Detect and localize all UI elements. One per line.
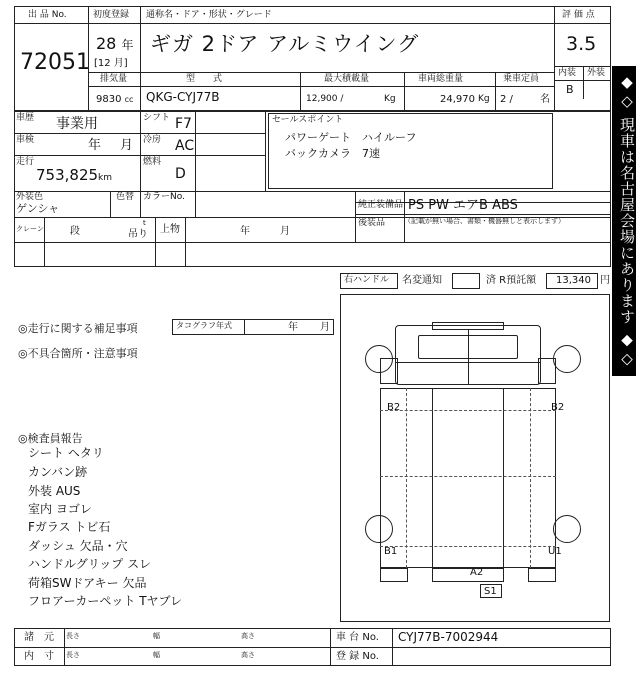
inspection-label: 車検	[16, 135, 35, 145]
sales-point-1: パワーゲート ハイルーフ	[285, 131, 417, 144]
first-reg-year: 28 年	[96, 34, 134, 53]
dims-width-label: 幅	[153, 632, 160, 640]
name-change-box	[452, 273, 480, 289]
inspection-month-unit: 月	[120, 138, 134, 153]
ext-color-value: ゲンシャ	[16, 202, 60, 215]
handle-label: 右ハンドル	[344, 275, 390, 285]
model-name-label: 通称名・ドア・形状・グレード	[146, 10, 272, 20]
tachograph-month: 月	[320, 322, 330, 333]
ac-label: 冷房	[143, 135, 162, 145]
mark-u1: U1	[548, 546, 562, 557]
tail-right	[528, 568, 556, 582]
reg-no-label: 登 録 No.	[336, 651, 379, 662]
color-change-label: 色替	[116, 192, 135, 202]
chassis-value: CYJ77B-7002944	[398, 630, 499, 644]
shift-label: シフト	[143, 113, 171, 123]
mark-a2: A2	[470, 567, 484, 578]
inspector-note: ダッシュ 欠品・穴	[28, 539, 128, 553]
inspector-note: カンバン跡	[28, 465, 88, 479]
gross-weight-unit: Kg	[478, 94, 490, 104]
crane-ton: t	[143, 219, 146, 227]
running-notes-heading: ◎走行に関する補足事項	[18, 322, 138, 335]
tachograph-year: 年	[288, 322, 298, 333]
inspector-note: 外装 AUS	[28, 484, 81, 498]
inspector-note: ハンドルグリップ スレ	[28, 557, 152, 571]
fuel-label: 燃料	[143, 157, 162, 167]
crane-label: クレーン	[16, 225, 44, 233]
mileage-value: 753,825km	[36, 166, 113, 184]
ext-color-label: 外装色	[16, 192, 44, 202]
recycle-unit: 円	[600, 275, 610, 286]
max-load-value: 12,900 /	[306, 94, 344, 104]
equipment-value: PS PW エアB ABS	[408, 198, 518, 213]
recycle-label: 済 R預託額	[486, 275, 537, 286]
dims-label: 諸 元	[24, 632, 54, 643]
defects-heading: ◎不具合箇所・注意事項	[18, 347, 138, 360]
inspection-year-unit: 年	[88, 138, 102, 153]
mark-b2-left: B2	[387, 402, 401, 413]
inspector-note: フロアーカーペット Tヤブレ	[28, 594, 183, 608]
lifter-month: 月	[280, 226, 290, 237]
tail-left	[380, 568, 408, 582]
equipment-label: 純正装備品	[358, 200, 404, 210]
inspector-note: 荷箱SWドアキー 欠品	[28, 576, 147, 590]
inspector-note: 室内 ヨゴレ	[28, 502, 92, 516]
rear-bumper	[432, 568, 504, 582]
location-banner: ◆◇ 現車は名古屋会場にあります ◆◇	[612, 66, 636, 376]
mark-s1: S1	[484, 586, 497, 597]
max-load-label: 最大積載量	[324, 74, 370, 84]
mark-b2-right: B2	[551, 402, 565, 413]
inner-width-label: 幅	[153, 651, 160, 659]
dims-height-label: 高さ	[241, 632, 255, 640]
name-change-label: 名変通知	[402, 275, 442, 286]
history-value: 事業用	[56, 116, 98, 132]
tachograph-label: タコグラフ年式	[176, 321, 232, 330]
capacity-label: 乗車定員	[503, 74, 540, 84]
inner-length-label: 長さ	[66, 651, 80, 659]
shift-value: F7	[175, 116, 192, 132]
first-reg-month: [12 月]	[94, 58, 128, 69]
mileage-label: 走行	[16, 157, 35, 167]
inspector-note: Fガラス トビ石	[28, 520, 111, 534]
displacement-label: 排気量	[100, 74, 128, 84]
dims-length-label: 長さ	[66, 632, 80, 640]
inspector-heading: ◎検査員報告	[18, 432, 83, 445]
inspector-note: シート ヘタリ	[28, 446, 104, 460]
model-code-label: 型 式	[186, 74, 223, 84]
sales-points-label: セールスポイント	[272, 115, 344, 125]
gross-weight-value: 24,970	[440, 94, 475, 105]
inner-height-label: 高さ	[241, 651, 255, 659]
capacity-value: 2 /	[500, 94, 513, 105]
capacity-unit: 名	[540, 94, 550, 105]
fuel-value: D	[175, 166, 186, 182]
max-load-unit: Kg	[384, 94, 396, 104]
displacement-value: 9830 cc	[96, 94, 134, 105]
interior-grade: B	[566, 83, 574, 96]
ac-value: AC	[175, 138, 195, 154]
interior-dims-label: 内 寸	[24, 651, 54, 662]
color-code-label: カラーNo.	[143, 192, 185, 202]
aftermarket-note: （記載が無い場合、書類・機器無しと表示します）	[404, 217, 565, 225]
score-value: 3.5	[566, 33, 597, 55]
front-left-wheel	[365, 345, 393, 373]
first-reg-label: 初度登録	[93, 10, 130, 20]
score-label: 評 価 点	[562, 10, 595, 20]
lot-no-label: 出 品 No.	[28, 10, 67, 20]
truck-grille	[432, 322, 504, 330]
crane-hook: 吊り	[128, 229, 148, 240]
rear-right-wheel	[553, 515, 581, 543]
crane-stage: 段	[70, 226, 80, 237]
interior-grade-label: 内装	[558, 68, 577, 78]
history-label: 車歴	[16, 113, 35, 123]
model-code: QKG-CYJ77B	[146, 90, 220, 104]
exterior-grade-label: 外装	[587, 68, 606, 78]
recycle-value: 13,340	[556, 275, 591, 286]
model-name: ギガ 2ドア アルミウイング	[150, 32, 420, 56]
lot-no: 72051	[20, 50, 90, 75]
mark-b1: B1	[384, 546, 398, 557]
lifter-label: 上物	[160, 224, 180, 235]
front-right-wheel	[553, 345, 581, 373]
cargo-floor	[432, 388, 504, 568]
lifter-year: 年	[240, 226, 250, 237]
gross-weight-label: 車両総重量	[418, 74, 464, 84]
aftermarket-label: 後装品	[358, 218, 386, 228]
sales-point-2: バックカメラ 7速	[285, 147, 380, 160]
chassis-label: 車 台 No.	[336, 632, 379, 643]
